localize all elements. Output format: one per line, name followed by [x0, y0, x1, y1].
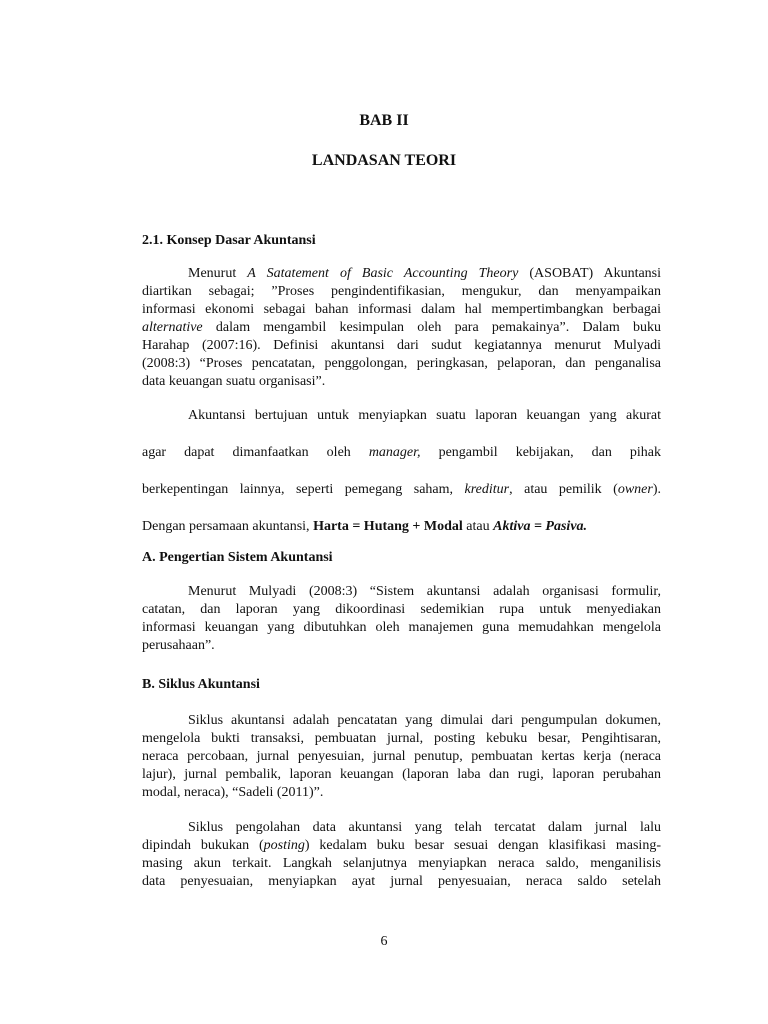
text-line: Menurut A Satatement of Basic Accounting Theory (ASOBAT) Akuntansi — [188, 266, 662, 281]
paragraph-konsep-dasar-1 — [142, 265, 661, 391]
text-line: masing akun terkait. Langkah selanjutnya menyiapkan neraca saldo, menganilisis — [142, 856, 661, 871]
text-line: informasi ekonomi sebagai bahan informasi dalam hal mempertimbangkan berbagai — [142, 302, 661, 317]
text-line: Akuntansi bertujuan untuk menyiapkan suatu laporan keuangan yang akurat — [188, 408, 661, 423]
text-line: mengelola bukti transaksi, pembuatan jurnal, posting kebuku besar, Pengihtisaran, — [142, 731, 661, 746]
section-heading-2-1: 2.1. Konsep Dasar Akuntansi — [142, 233, 316, 248]
text-line: (2008:3) “Proses pencatatan, penggolongan, peringkasan, pelaporan, dan penganalisa — [142, 356, 661, 371]
text-line: Siklus akuntansi adalah pencatatan yang dimulai dari pengumpulan dokumen, — [188, 713, 661, 728]
section-heading-a: A. Pengertian Sistem Akuntansi — [142, 550, 333, 565]
text-line: dipindah bukukan (posting) kedalam buku besar sesuai dengan klasifikasi masing- — [142, 838, 661, 853]
text-line: informasi keuangan yang dibutuhkan oleh manajemen guna memudahkan mengelola — [142, 620, 661, 635]
text-line: modal, neraca), “Sadeli (2011)”. — [142, 785, 324, 800]
page-number: 6 — [380, 934, 388, 949]
section-heading-b: B. Siklus Akuntansi — [142, 677, 260, 692]
paragraph-siklus-2 — [142, 819, 661, 891]
chapter-label: BAB II — [359, 112, 409, 129]
paragraph-siklus-1 — [142, 712, 661, 802]
text-line: data penyesuaian, menyiapkan ayat jurnal penyesuaian, neraca saldo setelah — [142, 874, 661, 889]
text-line: Dengan persamaan akuntansi, Harta = Hutang + Modal atau Aktiva = Pasiva. — [142, 519, 588, 534]
text-line: Harahap (2007:16). Definisi akuntansi dari sudut kegiatannya menurut Mulyadi — [142, 338, 661, 353]
text-line: agar dapat dimanfaatkan oleh manager, pengambil kebijakan, dan pihak — [142, 445, 661, 460]
text-line: alternative dalam mengambil kesimpulan oleh para pemakainya”. Dalam buku — [142, 320, 661, 335]
paragraph-sistem-akuntansi — [142, 583, 661, 655]
text-line: data keuangan suatu organisasi”. — [142, 374, 326, 389]
chapter-title: LANDASAN TEORI — [311, 152, 457, 169]
paragraph-konsep-dasar-2 — [142, 407, 661, 555]
text-line: lajur), jurnal pembalik, laporan keuangan (laporan laba dan rugi, laporan perubahan — [142, 767, 661, 782]
text-line: berkepentingan lainnya, seperti pemegang saham, kreditur, atau pemilik (owner). — [142, 482, 661, 497]
text-line: perusahaan”. — [142, 638, 215, 653]
text-line: Siklus pengolahan data akuntansi yang telah tercatat dalam jurnal lalu — [188, 820, 661, 835]
text-line: diartikan sebagai; ”Proses pengindentifikasian, mengukur, dan menyampaikan — [142, 284, 661, 299]
text-line: neraca percobaan, jurnal penyesuian, jurnal penutup, pembuatan kertas kerja (neraca — [142, 749, 661, 764]
text-line: catatan, dan laporan yang dikoordinasi sedemikian rupa untuk menyediakan — [142, 602, 661, 617]
text-line: Menurut Mulyadi (2008:3) “Sistem akuntansi adalah organisasi formulir, — [188, 584, 661, 599]
